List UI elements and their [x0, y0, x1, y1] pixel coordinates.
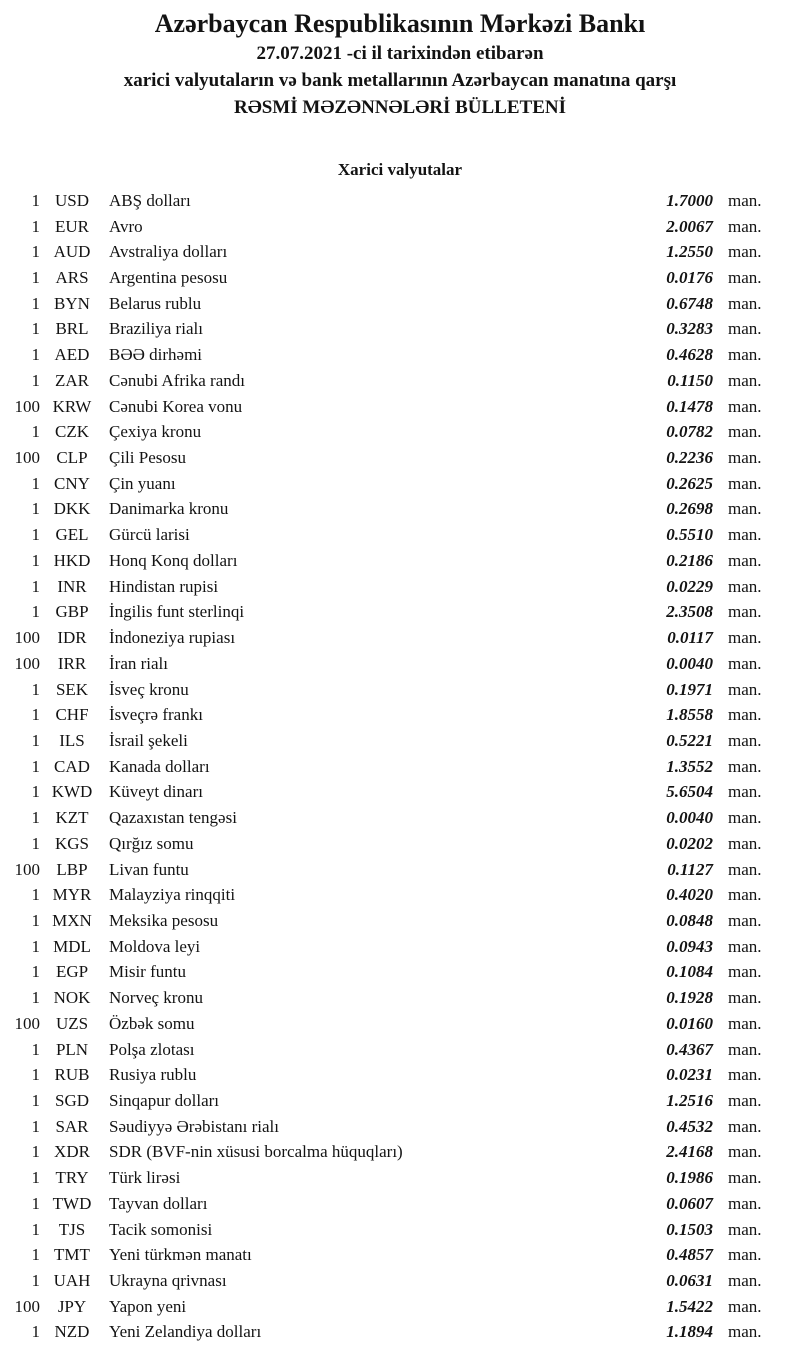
- quantity-value: 1: [31, 293, 40, 313]
- rate-value: 0.1478: [666, 396, 713, 416]
- unit-label: man.: [728, 885, 762, 905]
- unit-label: man.: [728, 730, 762, 750]
- currency-name: Misir funtu: [109, 962, 186, 982]
- currency-name: Livan funtu: [109, 859, 189, 879]
- quantity-value: 1: [31, 576, 40, 596]
- rate-row: [0, 934, 800, 960]
- rate-row: [0, 600, 800, 626]
- currency-name: Honq Konq dolları: [109, 550, 238, 570]
- rate-row: [0, 1165, 800, 1191]
- rate-row: [0, 1088, 800, 1114]
- currency-code: TWD: [52, 1193, 92, 1213]
- rate-row: [0, 574, 800, 600]
- rate-row: [0, 831, 800, 857]
- rate-value: 1.8558: [666, 705, 713, 725]
- currency-name: Gürcü larisi: [109, 525, 190, 545]
- currency-name: Norveç kronu: [109, 988, 203, 1008]
- unit-label: man.: [728, 242, 762, 262]
- rate-value: 0.1971: [666, 679, 713, 699]
- currency-name: İngilis funt sterlinqi: [109, 602, 245, 622]
- currency-code: CAD: [54, 756, 90, 776]
- rate-row: [0, 394, 800, 420]
- rate-value: 1.1894: [666, 1322, 713, 1342]
- quantity-value: 1: [31, 370, 40, 390]
- currency-code: KWD: [51, 782, 93, 802]
- unit-label: man.: [728, 628, 762, 648]
- quantity-value: 100: [14, 1296, 40, 1316]
- rate-value: 0.2698: [666, 499, 713, 519]
- currency-code: TMT: [54, 1245, 90, 1265]
- quantity-value: 100: [14, 859, 40, 879]
- currency-name: Tacik somonisi: [109, 1219, 213, 1239]
- rate-row: [0, 342, 800, 368]
- rate-value: 0.0040: [666, 808, 713, 828]
- rate-value: 2.4168: [666, 1142, 713, 1162]
- rate-value: 0.1150: [667, 370, 713, 390]
- currency-code: PLN: [55, 1039, 89, 1059]
- currency-name: Avro: [109, 216, 143, 236]
- currency-name: Özbək somu: [109, 1013, 195, 1033]
- subject-line: xarici valyutaların və bank metallarının Azərbaycan manatına qarşı: [123, 70, 677, 91]
- quantity-value: 1: [31, 473, 40, 493]
- effective-date-line: 27.07.2021 -ci il tarixindən etibarən: [256, 43, 544, 64]
- rate-row: [0, 857, 800, 883]
- currency-name: Yapon yeni: [109, 1296, 187, 1316]
- quantity-value: 1: [31, 1091, 40, 1111]
- rate-row: [0, 1320, 800, 1346]
- currency-name: Avstraliya dolları: [109, 242, 228, 262]
- rate-row: [0, 780, 800, 806]
- currency-name: Tayvan dolları: [109, 1193, 208, 1213]
- rate-value: 1.7000: [666, 190, 713, 210]
- quantity-value: 1: [31, 345, 40, 365]
- unit-label: man.: [728, 216, 762, 236]
- unit-label: man.: [728, 1193, 762, 1213]
- currency-code: GEL: [55, 525, 89, 545]
- rate-value: 0.5510: [666, 525, 713, 545]
- quantity-value: 100: [14, 628, 40, 648]
- currency-name: Qazaxıstan tengəsi: [109, 808, 237, 828]
- rate-row: [0, 754, 800, 780]
- currency-name: Çin yuanı: [109, 473, 176, 493]
- currency-name: Malayziya rinqqiti: [109, 885, 236, 905]
- unit-label: man.: [728, 293, 762, 313]
- rate-value: 2.0067: [666, 216, 713, 236]
- unit-label: man.: [728, 370, 762, 390]
- quantity-value: 1: [31, 525, 40, 545]
- rate-value: 0.0848: [666, 910, 713, 930]
- unit-label: man.: [728, 1271, 762, 1291]
- currency-code: IRR: [57, 653, 87, 673]
- unit-label: man.: [728, 1039, 762, 1059]
- quantity-value: 1: [31, 1271, 40, 1291]
- currency-name: Moldova leyi: [109, 936, 201, 956]
- rate-value: 0.0231: [666, 1065, 713, 1085]
- currency-code: HKD: [53, 550, 91, 570]
- rate-row: [0, 368, 800, 394]
- rate-row: [0, 1062, 800, 1088]
- rate-value: 0.6748: [666, 293, 713, 313]
- currency-code: CZK: [55, 422, 89, 442]
- quantity-value: 1: [31, 1065, 40, 1085]
- currency-code: EUR: [55, 216, 89, 236]
- rate-value: 0.1503: [666, 1219, 713, 1239]
- currency-code: ZAR: [55, 370, 89, 390]
- currency-code: MYR: [52, 885, 92, 905]
- quantity-value: 1: [31, 319, 40, 339]
- unit-label: man.: [728, 268, 762, 288]
- quantity-value: 1: [31, 756, 40, 776]
- rate-value: 1.5422: [666, 1296, 713, 1316]
- rate-row: [0, 908, 800, 934]
- rate-row: [0, 1268, 800, 1294]
- quantity-value: 1: [31, 1168, 40, 1188]
- quantity-value: 1: [31, 962, 40, 982]
- currency-code: USD: [54, 190, 89, 210]
- currency-name: Çexiya kronu: [109, 422, 202, 442]
- quantity-value: 1: [31, 833, 40, 853]
- quantity-value: 1: [31, 885, 40, 905]
- rate-value: 0.0160: [666, 1013, 713, 1033]
- currency-code: SGD: [54, 1091, 89, 1111]
- unit-label: man.: [728, 422, 762, 442]
- currency-name: Yeni Zelandiya dolları: [109, 1322, 262, 1342]
- unit-label: man.: [728, 910, 762, 930]
- quantity-value: 1: [31, 705, 40, 725]
- currency-name: Səudiyyə Ərəbistanı rialı: [109, 1116, 279, 1136]
- currency-name: İsveçrə frankı: [109, 705, 203, 725]
- rate-row: [0, 239, 800, 265]
- quantity-value: 1: [31, 1039, 40, 1059]
- unit-label: man.: [728, 319, 762, 339]
- rate-row: [0, 317, 800, 343]
- currency-code: IDR: [57, 628, 87, 648]
- currency-code: UAH: [53, 1271, 91, 1291]
- unit-label: man.: [728, 448, 762, 468]
- quantity-value: 1: [31, 679, 40, 699]
- rate-value: 0.3283: [666, 319, 713, 339]
- unit-label: man.: [728, 190, 762, 210]
- currency-name: Ukrayna qrivnası: [109, 1271, 227, 1291]
- rates-list: [0, 188, 800, 1345]
- rate-value: 0.0176: [666, 268, 713, 288]
- currency-code: XDR: [54, 1142, 90, 1162]
- unit-label: man.: [728, 499, 762, 519]
- quantity-value: 100: [14, 653, 40, 673]
- currency-code: SAR: [55, 1116, 89, 1136]
- currency-code: TJS: [58, 1219, 86, 1239]
- rate-row: [0, 728, 800, 754]
- rate-row: [0, 805, 800, 831]
- quantity-value: 1: [31, 602, 40, 622]
- currency-code: LBP: [56, 859, 88, 879]
- currency-code: AED: [54, 345, 90, 365]
- unit-label: man.: [728, 705, 762, 725]
- currency-code: CHF: [55, 705, 89, 725]
- unit-label: man.: [728, 473, 762, 493]
- rate-row: [0, 188, 800, 214]
- rate-value: 0.2625: [666, 473, 713, 493]
- quantity-value: 1: [31, 216, 40, 236]
- currency-code: RUB: [54, 1065, 90, 1085]
- rate-row: [0, 882, 800, 908]
- rate-row: [0, 1011, 800, 1037]
- currency-name: ABŞ dolları: [109, 190, 191, 210]
- quantity-value: 1: [31, 268, 40, 288]
- currency-name: Rusiya rublu: [109, 1065, 197, 1085]
- quantity-value: 100: [14, 448, 40, 468]
- rate-value: 0.0943: [666, 936, 713, 956]
- rate-value: 0.4367: [666, 1039, 713, 1059]
- currency-code: CLP: [56, 448, 88, 468]
- currency-code: MDL: [53, 936, 91, 956]
- unit-label: man.: [728, 1168, 762, 1188]
- rate-row: [0, 214, 800, 240]
- rate-value: 1.2516: [666, 1091, 713, 1111]
- rate-row: [0, 419, 800, 445]
- rate-value: 0.2186: [666, 550, 713, 570]
- currency-code: SEK: [55, 679, 89, 699]
- rate-value: 2.3508: [666, 602, 713, 622]
- currency-name: Polşa zlotası: [109, 1039, 195, 1059]
- quantity-value: 1: [31, 242, 40, 262]
- rate-row: [0, 985, 800, 1011]
- rate-value: 1.3552: [666, 756, 713, 776]
- rate-value: 0.4532: [666, 1116, 713, 1136]
- currency-name: Qırğız somu: [109, 833, 194, 853]
- currency-code: MXN: [52, 910, 92, 930]
- currency-code: ILS: [59, 730, 85, 750]
- rate-row: [0, 1037, 800, 1063]
- unit-label: man.: [728, 345, 762, 365]
- rate-value: 0.2236: [666, 448, 713, 468]
- unit-label: man.: [728, 988, 762, 1008]
- quantity-value: 1: [31, 730, 40, 750]
- currency-name: İsrail şekeli: [109, 730, 188, 750]
- rate-value: 0.0229: [666, 576, 713, 596]
- quantity-value: 100: [14, 1013, 40, 1033]
- quantity-value: 1: [31, 1116, 40, 1136]
- bank-name-title: Azərbaycan Respublikasının Mərkəzi Bankı: [154, 9, 646, 38]
- rate-row: [0, 445, 800, 471]
- rate-value: 0.4020: [666, 885, 713, 905]
- currency-code: EGP: [55, 962, 89, 982]
- unit-label: man.: [728, 1296, 762, 1316]
- currency-code: BRL: [55, 319, 89, 339]
- rate-value: 0.5221: [666, 730, 713, 750]
- rate-row: [0, 497, 800, 523]
- unit-label: man.: [728, 396, 762, 416]
- quantity-value: 1: [31, 1193, 40, 1213]
- rate-value: 0.1986: [666, 1168, 713, 1188]
- currency-code: GBP: [55, 602, 89, 622]
- unit-label: man.: [728, 602, 762, 622]
- currency-code: UZS: [55, 1013, 89, 1033]
- currency-code: KZT: [55, 808, 89, 828]
- rate-value: 0.1084: [666, 962, 713, 982]
- currency-code: NOK: [53, 988, 91, 1008]
- currency-name: Yeni türkmən manatı: [109, 1245, 252, 1265]
- unit-label: man.: [728, 756, 762, 776]
- unit-label: man.: [728, 808, 762, 828]
- currency-code: KRW: [52, 396, 92, 416]
- unit-label: man.: [728, 1142, 762, 1162]
- rate-row: [0, 291, 800, 317]
- currency-name: Argentina pesosu: [109, 268, 228, 288]
- currency-name: Çili Pesosu: [109, 448, 186, 468]
- section-title-foreign-currencies: Xarici valyutalar: [337, 160, 463, 179]
- currency-name: Türk lirəsi: [109, 1168, 181, 1188]
- bulletin-title-line: RƏSMİ MƏZƏNNƏLƏRİ BÜLLETENİ: [233, 97, 566, 118]
- currency-name: İran rialı: [109, 653, 168, 673]
- unit-label: man.: [728, 525, 762, 545]
- quantity-value: 1: [31, 190, 40, 210]
- currency-name: Sinqapur dolları: [109, 1091, 220, 1111]
- rate-row: [0, 677, 800, 703]
- quantity-value: 1: [31, 1322, 40, 1342]
- rate-value: 0.1127: [667, 859, 713, 879]
- unit-label: man.: [728, 1322, 762, 1342]
- rate-row: [0, 625, 800, 651]
- document-header: [0, 8, 800, 121]
- rate-row: [0, 1140, 800, 1166]
- rate-value: 0.0631: [666, 1271, 713, 1291]
- rate-value: 0.1928: [666, 988, 713, 1008]
- quantity-value: 1: [31, 499, 40, 519]
- currency-name: Belarus rublu: [109, 293, 202, 313]
- unit-label: man.: [728, 936, 762, 956]
- unit-label: man.: [728, 576, 762, 596]
- unit-label: man.: [728, 962, 762, 982]
- rate-value: 0.0607: [666, 1193, 713, 1213]
- currency-code: JPY: [57, 1296, 87, 1316]
- currency-code: AUD: [53, 242, 91, 262]
- rate-row: [0, 1242, 800, 1268]
- rate-row: [0, 1217, 800, 1243]
- currency-code: KGS: [54, 833, 89, 853]
- currency-code: BYN: [54, 293, 90, 313]
- currency-name: Meksika pesosu: [109, 910, 219, 930]
- rate-value: 0.0202: [666, 833, 713, 853]
- currency-code: DKK: [53, 499, 91, 519]
- quantity-value: 1: [31, 422, 40, 442]
- rate-row: [0, 1294, 800, 1320]
- currency-name: Danimarka kronu: [109, 499, 229, 519]
- rate-value: 0.4857: [666, 1245, 713, 1265]
- unit-label: man.: [728, 859, 762, 879]
- rate-row: [0, 651, 800, 677]
- quantity-value: 1: [31, 1219, 40, 1239]
- currency-name: Braziliya rialı: [109, 319, 203, 339]
- currency-name: İndoneziya rupiası: [109, 628, 236, 648]
- rate-row: [0, 471, 800, 497]
- quantity-value: 1: [31, 936, 40, 956]
- quantity-value: 1: [31, 782, 40, 802]
- unit-label: man.: [728, 782, 762, 802]
- rate-value: 0.4628: [666, 345, 713, 365]
- quantity-value: 100: [14, 396, 40, 416]
- unit-label: man.: [728, 833, 762, 853]
- currency-name: Cənubi Afrika randı: [109, 370, 245, 390]
- rate-row: [0, 1114, 800, 1140]
- rate-row: [0, 548, 800, 574]
- currency-name: BƏƏ dirhəmi: [109, 345, 203, 365]
- currency-code: INR: [57, 576, 87, 596]
- quantity-value: 1: [31, 910, 40, 930]
- rate-row: [0, 702, 800, 728]
- rate-value: 0.0782: [666, 422, 713, 442]
- bulletin-page: [0, 8, 800, 1356]
- currency-name: İsveç kronu: [109, 679, 189, 699]
- unit-label: man.: [728, 1065, 762, 1085]
- quantity-value: 1: [31, 1142, 40, 1162]
- rate-value: 0.0040: [666, 653, 713, 673]
- currency-code: NZD: [54, 1322, 90, 1342]
- quantity-value: 1: [31, 1245, 40, 1265]
- rate-value: 0.0117: [667, 628, 713, 648]
- rate-row: [0, 522, 800, 548]
- rate-row: [0, 265, 800, 291]
- quantity-value: 1: [31, 550, 40, 570]
- currency-name: Küveyt dinarı: [109, 782, 203, 802]
- unit-label: man.: [728, 653, 762, 673]
- currency-code: ARS: [55, 268, 89, 288]
- quantity-value: 1: [31, 988, 40, 1008]
- unit-label: man.: [728, 1219, 762, 1239]
- quantity-value: 1: [31, 808, 40, 828]
- currency-name: Cənubi Korea vonu: [109, 396, 243, 416]
- unit-label: man.: [728, 1245, 762, 1265]
- rate-row: [0, 960, 800, 986]
- unit-label: man.: [728, 679, 762, 699]
- currency-name: Kanada dolları: [109, 756, 210, 776]
- unit-label: man.: [728, 1116, 762, 1136]
- rate-value: 5.6504: [666, 782, 713, 802]
- rate-value: 1.2550: [666, 242, 713, 262]
- currency-code: TRY: [55, 1168, 89, 1188]
- currency-name: SDR (BVF-nin xüsusi borcalma hüquqları): [109, 1142, 403, 1162]
- unit-label: man.: [728, 1013, 762, 1033]
- currency-name: Hindistan rupisi: [109, 576, 219, 596]
- currency-code: CNY: [54, 473, 90, 493]
- rate-row: [0, 1191, 800, 1217]
- unit-label: man.: [728, 1091, 762, 1111]
- unit-label: man.: [728, 550, 762, 570]
